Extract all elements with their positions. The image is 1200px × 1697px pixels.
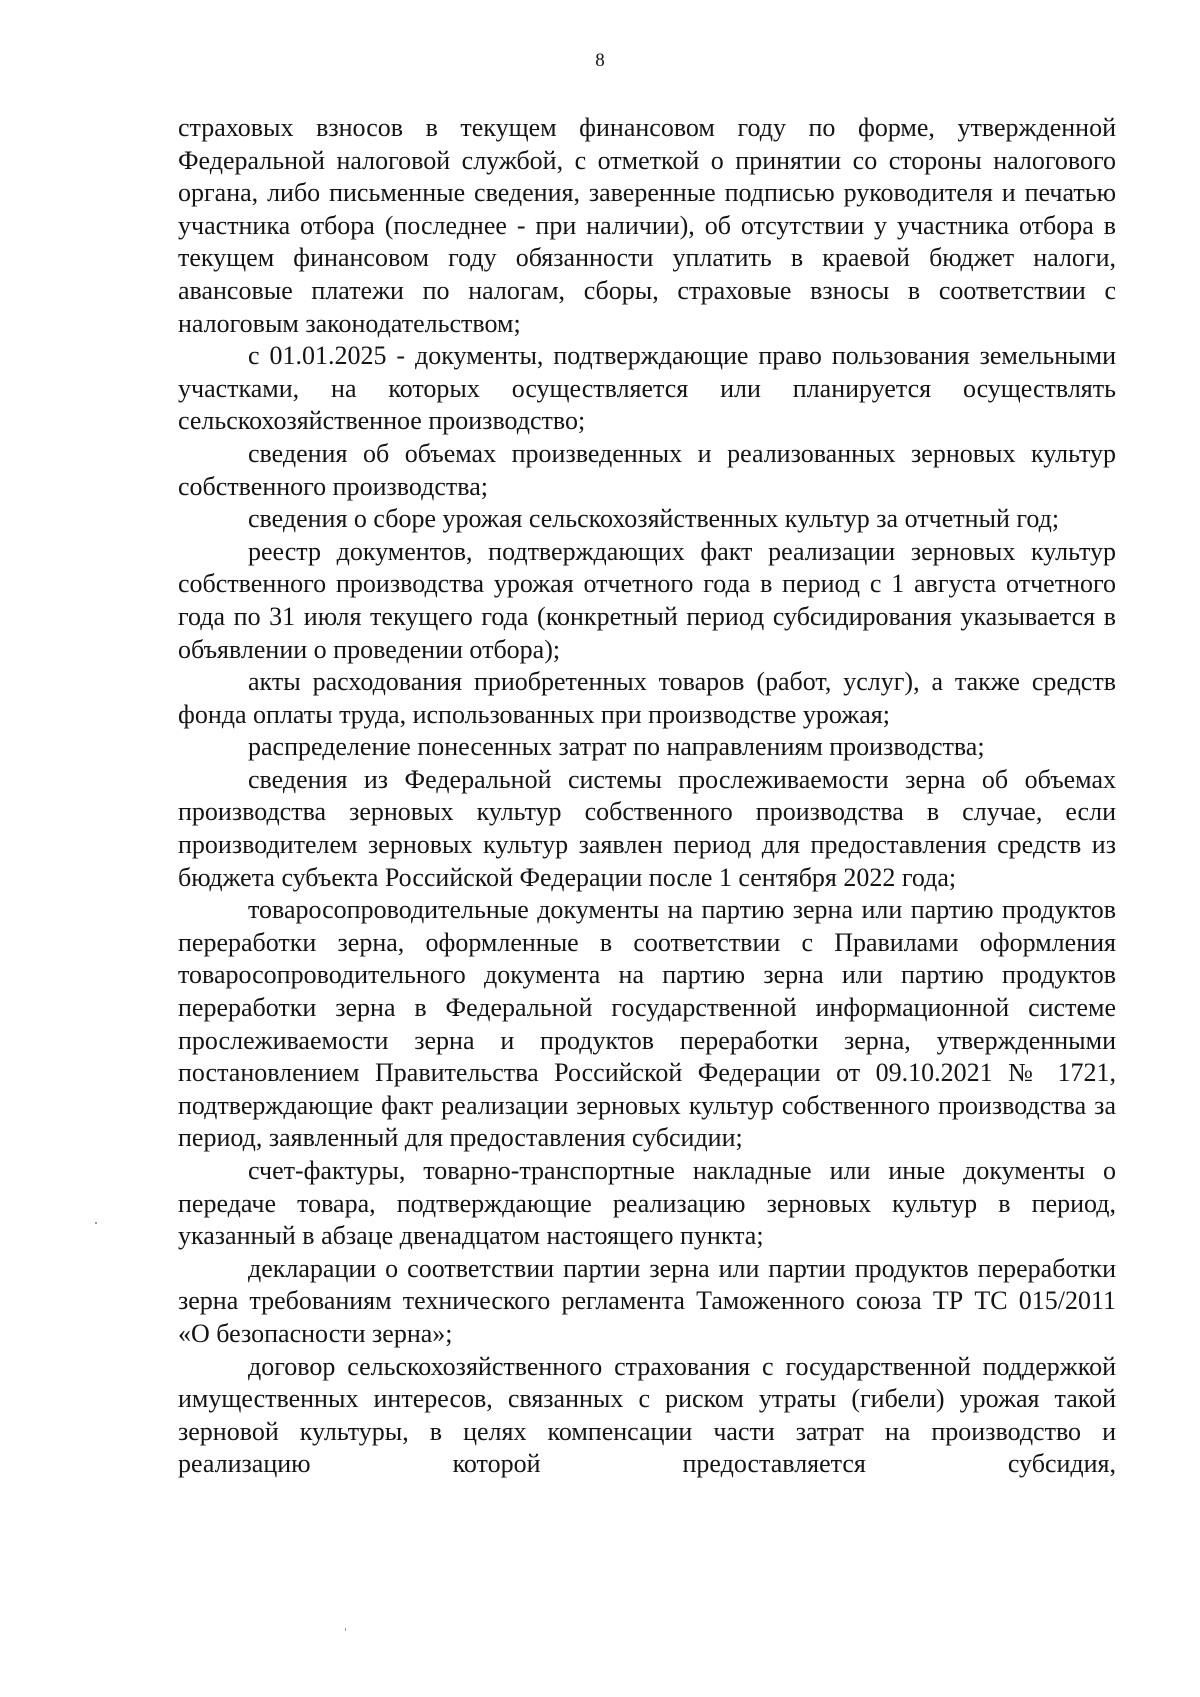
page-number: 8 (595, 50, 605, 71)
paragraph-invoices: счет-фактуры, товарно-транспортные накладные или иные документы о передаче товара, подтверждающие реализацию зерновых культур в период, указанный в абзаце двенадцатом настоящего пункта; (178, 1156, 1116, 1251)
scan-speck (95, 1222, 97, 1224)
paragraph-continued: страховых взносов в текущем финансовом году по форме, утвержденной Федеральной налоговой службой, с отметкой о принятии со стороны налогового органа, либо письменные сведения, заверенные подписью руководителя и печатью участника отбора (последнее - при наличии), об отсутствии у участника отбора в текущем финансовом году обязанности уплатить в краевой бюджет налоги, авансовые платежи по налогам, сборы, страховые взносы в соответствии с налоговым законодательством; (178, 113, 1116, 338)
paragraph-sales-registry: реестр документов, подтверждающих факт реализации зерновых культур собственного производства урожая отчетного года в период с 1 августа отчетного года по 31 июля текущего года (конкретный период субсидирования указывается в объявлении о проведении отбора); (178, 536, 1116, 664)
document-body (178, 112, 1116, 1481)
scan-speck (345, 1628, 346, 1631)
paragraph-conformity-declarations: декларации о соответствии партии зерна или партии продуктов переработки зерна требованиям технического регламента Таможенного союза ТР ТС 015/2011 «О безопасности зерна»; (178, 1253, 1116, 1348)
paragraph-shipping-documents: товаросопроводительные документы на партию зерна или партию продуктов переработки зерна, оформленные в соответствии с Правилами оформления товаросопроводительного документа на партию зерна или партию продуктов переработки зерна в Федеральной государственной информационной системе прослеживаемости зерна и продуктов переработки зерна, утвержденными постановлением Правительства Российской Федерации от 09.10.2021 № 1721, подтверждающие факт реализации зерновых культур собственного производства за период, заявленный для предоставления субсидии; (178, 895, 1116, 1153)
paragraph-expense-acts: акты расходования приобретенных товаров (работ, услуг), а также средств фонда оплаты труда, использованных при производстве урожая; (178, 667, 1116, 729)
paragraph-land-documents: с 01.01.2025 - документы, подтверждающие право пользования земельными участками, на которых осуществляется или планируется осуществлять сельскохозяйственное производство; (178, 341, 1116, 436)
paragraph-traceability-info: сведения из Федеральной системы прослеживаемости зерна об объемах производства зерновых культур собственного производства в случае, если производителем зерновых культур заявлен период для предоставления средств из бюджета субъекта Российской Федерации после 1 сентября 2022 года; (178, 764, 1116, 892)
paragraph-insurance-contract: договор сельскохозяйственного страхования с государственной поддержкой имущественных интересов, связанных с риском утраты (гибели) урожая такой зерновой культуры, в целях компенсации части затрат на производство и реализацию которой предоставляется субсидия, (178, 1351, 1116, 1479)
paragraph-harvest-info: сведения о сборе урожая сельскохозяйственных культур за отчетный год; (248, 504, 1060, 534)
paragraph-grain-volumes: сведения об объемах произведенных и реализованных зерновых культур собственного производства; (178, 438, 1116, 501)
paragraph-cost-distribution: распределение понесенных затрат по направлениям производства; (248, 732, 985, 762)
